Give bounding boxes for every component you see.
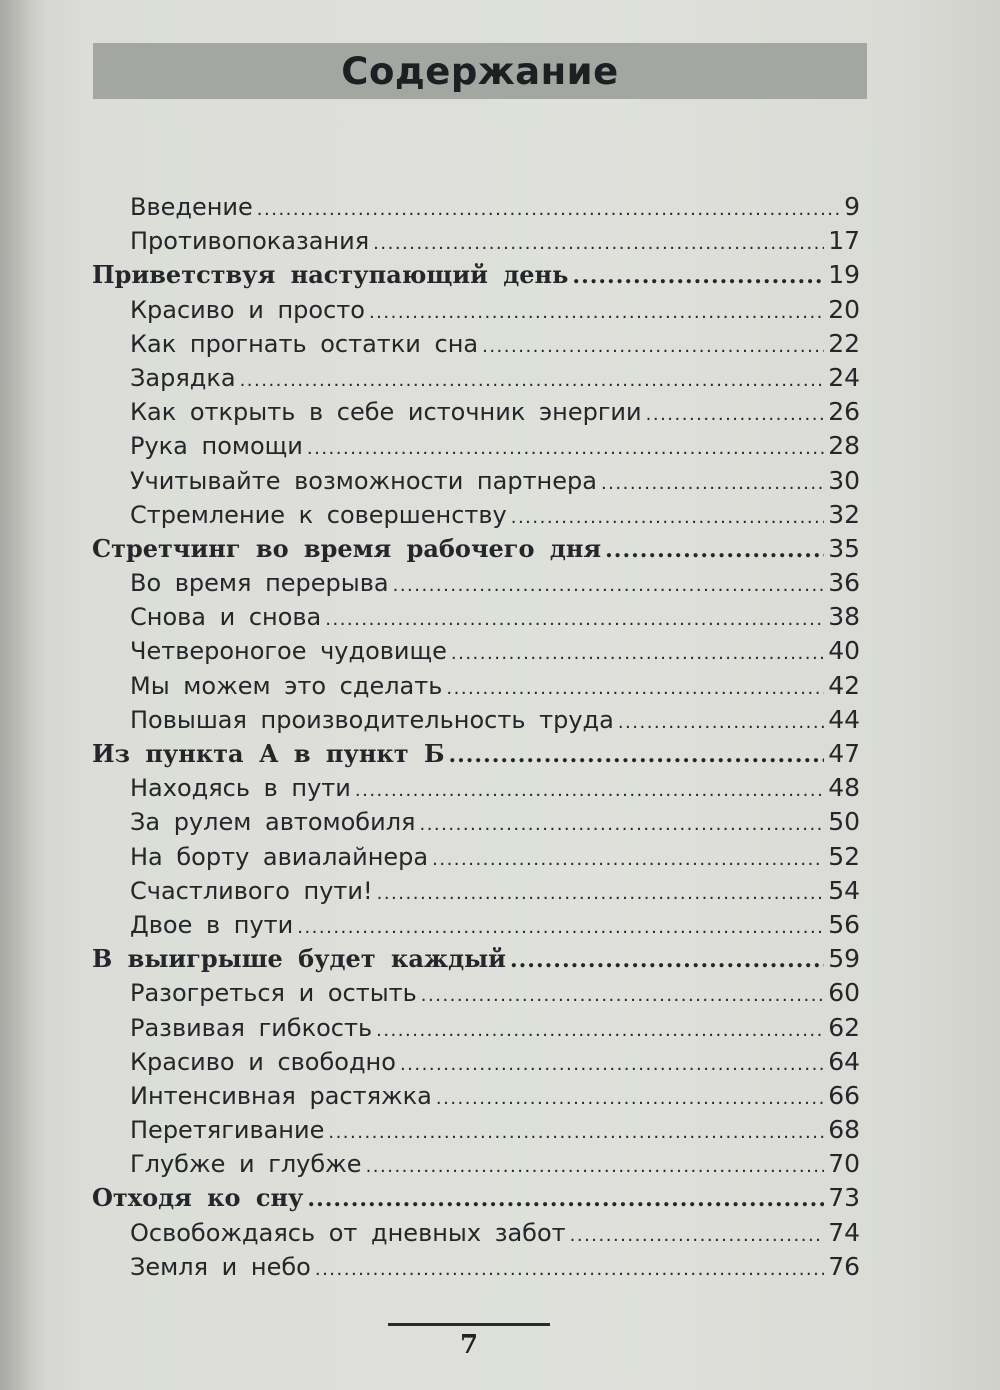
toc-entry [92, 1147, 860, 1181]
toc-entry-title: Земля и небо [130, 1252, 311, 1281]
toc-entry-title: Красиво и свободно [130, 1047, 396, 1076]
dot-leader [601, 464, 824, 501]
toc-entry [92, 600, 860, 634]
dot-leader [419, 805, 824, 842]
toc-entry-title: На борту авиалайнера [130, 842, 429, 871]
toc-entry-title: Во время перерыва [130, 569, 389, 598]
title-banner [93, 43, 867, 99]
toc-entry-title: Перетягивание [130, 1116, 325, 1145]
toc-entry-page: 70 [828, 1149, 860, 1179]
toc-entry-title: В выигрыше будет каждый [92, 944, 506, 974]
toc-entry-page: 19 [828, 260, 860, 290]
toc-entry-title: Разогреться и остыть [130, 979, 417, 1008]
toc-entry-title: Четвероногое чудовище [130, 637, 447, 666]
toc-entry-page: 40 [828, 636, 860, 666]
dot-leader [315, 1250, 824, 1287]
dot-leader [511, 498, 824, 535]
dot-leader [328, 1113, 824, 1150]
dot-leader [307, 1181, 824, 1216]
toc-entry-page: 48 [828, 773, 860, 803]
toc-entry [92, 566, 860, 600]
page-title: Содержание [341, 49, 619, 93]
toc-entry-page: 38 [828, 602, 860, 632]
toc-entry-page: 59 [828, 944, 860, 974]
dot-leader [448, 737, 824, 772]
toc-entry-page: 50 [828, 807, 860, 837]
toc-entry-page: 56 [828, 909, 860, 939]
toc-section-entry [92, 532, 860, 566]
dot-leader [618, 703, 824, 740]
toc-entry-page: 17 [828, 226, 860, 256]
toc-entry-title: Отходя ко сну [92, 1183, 304, 1213]
toc-entry-title: Из пункта А в пункт Б [92, 739, 445, 768]
toc-entry-title: Счастливого пути! [130, 876, 373, 905]
toc-entry-title: Находясь в пути [130, 774, 351, 803]
toc-entry-title: Снова и снова [130, 603, 322, 632]
toc-entry-title: Повышая производительность труда [130, 705, 614, 734]
toc-entry [92, 840, 860, 874]
dot-leader [510, 942, 824, 977]
toc-entry [92, 190, 860, 224]
toc-entry [92, 293, 860, 327]
toc-entry-page: 20 [828, 294, 860, 324]
dot-leader [400, 1045, 824, 1082]
toc-entry [92, 395, 860, 429]
dot-leader [421, 976, 824, 1013]
dot-leader [257, 190, 840, 227]
toc-entry-page: 26 [828, 397, 860, 427]
toc-entry-title: Рука помощи [130, 432, 303, 461]
toc-entry [92, 976, 860, 1010]
table-of-contents [92, 190, 860, 1284]
dot-leader [369, 293, 824, 330]
dot-leader [355, 771, 824, 808]
toc-entry-page: 66 [828, 1080, 860, 1110]
dot-leader [572, 258, 824, 293]
footer-rule [388, 1323, 550, 1326]
dot-leader [373, 224, 824, 261]
toc-entry [92, 874, 860, 908]
toc-entry-title: Мы можем это сделать [130, 671, 443, 700]
toc-entry-page: 9 [844, 192, 860, 221]
toc-entry-page: 73 [828, 1183, 860, 1213]
toc-entry-title: За рулем автомобиля [130, 808, 416, 837]
toc-entry-title: Приветствуя наступающий день [92, 260, 569, 290]
toc-entry [92, 1250, 860, 1284]
dot-leader [366, 1147, 825, 1184]
toc-entry [92, 703, 860, 737]
toc-entry-title: Двое в пути [130, 910, 294, 939]
toc-entry-title: Введение [130, 193, 253, 221]
toc-entry [92, 498, 860, 532]
toc-entry-page: 30 [828, 465, 860, 495]
toc-entry-page: 76 [828, 1251, 860, 1281]
dot-leader [432, 840, 824, 877]
toc-section-entry [92, 737, 860, 771]
toc-entry-title: Стретчинг во время рабочего дня [92, 533, 602, 563]
toc-entry-page: 60 [828, 978, 860, 1008]
toc-entry [92, 805, 860, 839]
dot-leader [451, 634, 824, 671]
toc-entry-title: Освобождаясь от дневных забот [130, 1218, 566, 1247]
toc-entry [92, 327, 860, 361]
toc-entry [92, 429, 860, 463]
toc-entry-page: 47 [828, 739, 860, 768]
toc-entry-title: Красиво и просто [130, 295, 365, 324]
toc-entry-page: 35 [828, 533, 860, 563]
dot-leader [325, 600, 824, 637]
toc-entry-title: Противопоказания [130, 227, 370, 256]
spine-shadow [0, 0, 45, 1390]
toc-entry [92, 1113, 860, 1147]
page-number: 7 [459, 1330, 479, 1360]
toc-section-entry [92, 942, 860, 976]
toc-entry-page: 24 [828, 362, 860, 392]
toc-entry-title: Развивая гибкость [130, 1013, 373, 1042]
toc-entry-title: Учитывайте возможности партнера [130, 466, 597, 495]
dot-leader [436, 1079, 824, 1116]
dot-leader [377, 874, 825, 911]
toc-entry-page: 36 [828, 568, 860, 598]
toc-entry [92, 1045, 860, 1079]
toc-entry-page: 74 [828, 1217, 860, 1247]
toc-entry-page: 62 [828, 1012, 860, 1042]
toc-entry-title: Глубже и глубже [130, 1150, 362, 1179]
toc-entry-title: Интенсивная растяжка [130, 1081, 432, 1110]
toc-entry [92, 771, 860, 805]
toc-entry-title: Как прогнать остатки сна [130, 329, 479, 358]
toc-entry [92, 1011, 860, 1045]
toc-entry-page: 28 [828, 431, 860, 461]
toc-entry [92, 908, 860, 942]
toc-entry [92, 1079, 860, 1113]
toc-entry-page: 32 [828, 499, 860, 529]
toc-entry [92, 464, 860, 498]
toc-section-entry [92, 258, 860, 292]
toc-entry [92, 361, 860, 395]
toc-entry-page: 64 [828, 1046, 860, 1076]
toc-entry-title: Зарядка [130, 363, 236, 392]
toc-entry [92, 224, 860, 258]
dot-leader [605, 532, 824, 567]
dot-leader [482, 327, 824, 364]
toc-entry [92, 634, 860, 668]
dot-leader [446, 669, 824, 706]
toc-entry [92, 1216, 860, 1250]
toc-entry-page: 54 [828, 875, 860, 905]
toc-entry-page: 22 [828, 328, 860, 358]
dot-leader [376, 1011, 824, 1048]
toc-entry-page: 42 [828, 670, 860, 700]
toc-entry-page: 52 [828, 841, 860, 871]
dot-leader [646, 395, 825, 432]
dot-leader [570, 1216, 825, 1253]
dot-leader [393, 566, 825, 603]
toc-entry-title: Стремление к совершенству [130, 500, 507, 529]
toc-entry [92, 669, 860, 703]
dot-leader [240, 361, 825, 398]
toc-entry-page: 68 [828, 1115, 860, 1145]
toc-entry-page: 44 [828, 704, 860, 734]
dot-leader [307, 429, 824, 466]
toc-section-entry [92, 1181, 860, 1215]
toc-entry-title: Как открыть в себе источник энергии [130, 398, 642, 427]
dot-leader [297, 908, 824, 945]
